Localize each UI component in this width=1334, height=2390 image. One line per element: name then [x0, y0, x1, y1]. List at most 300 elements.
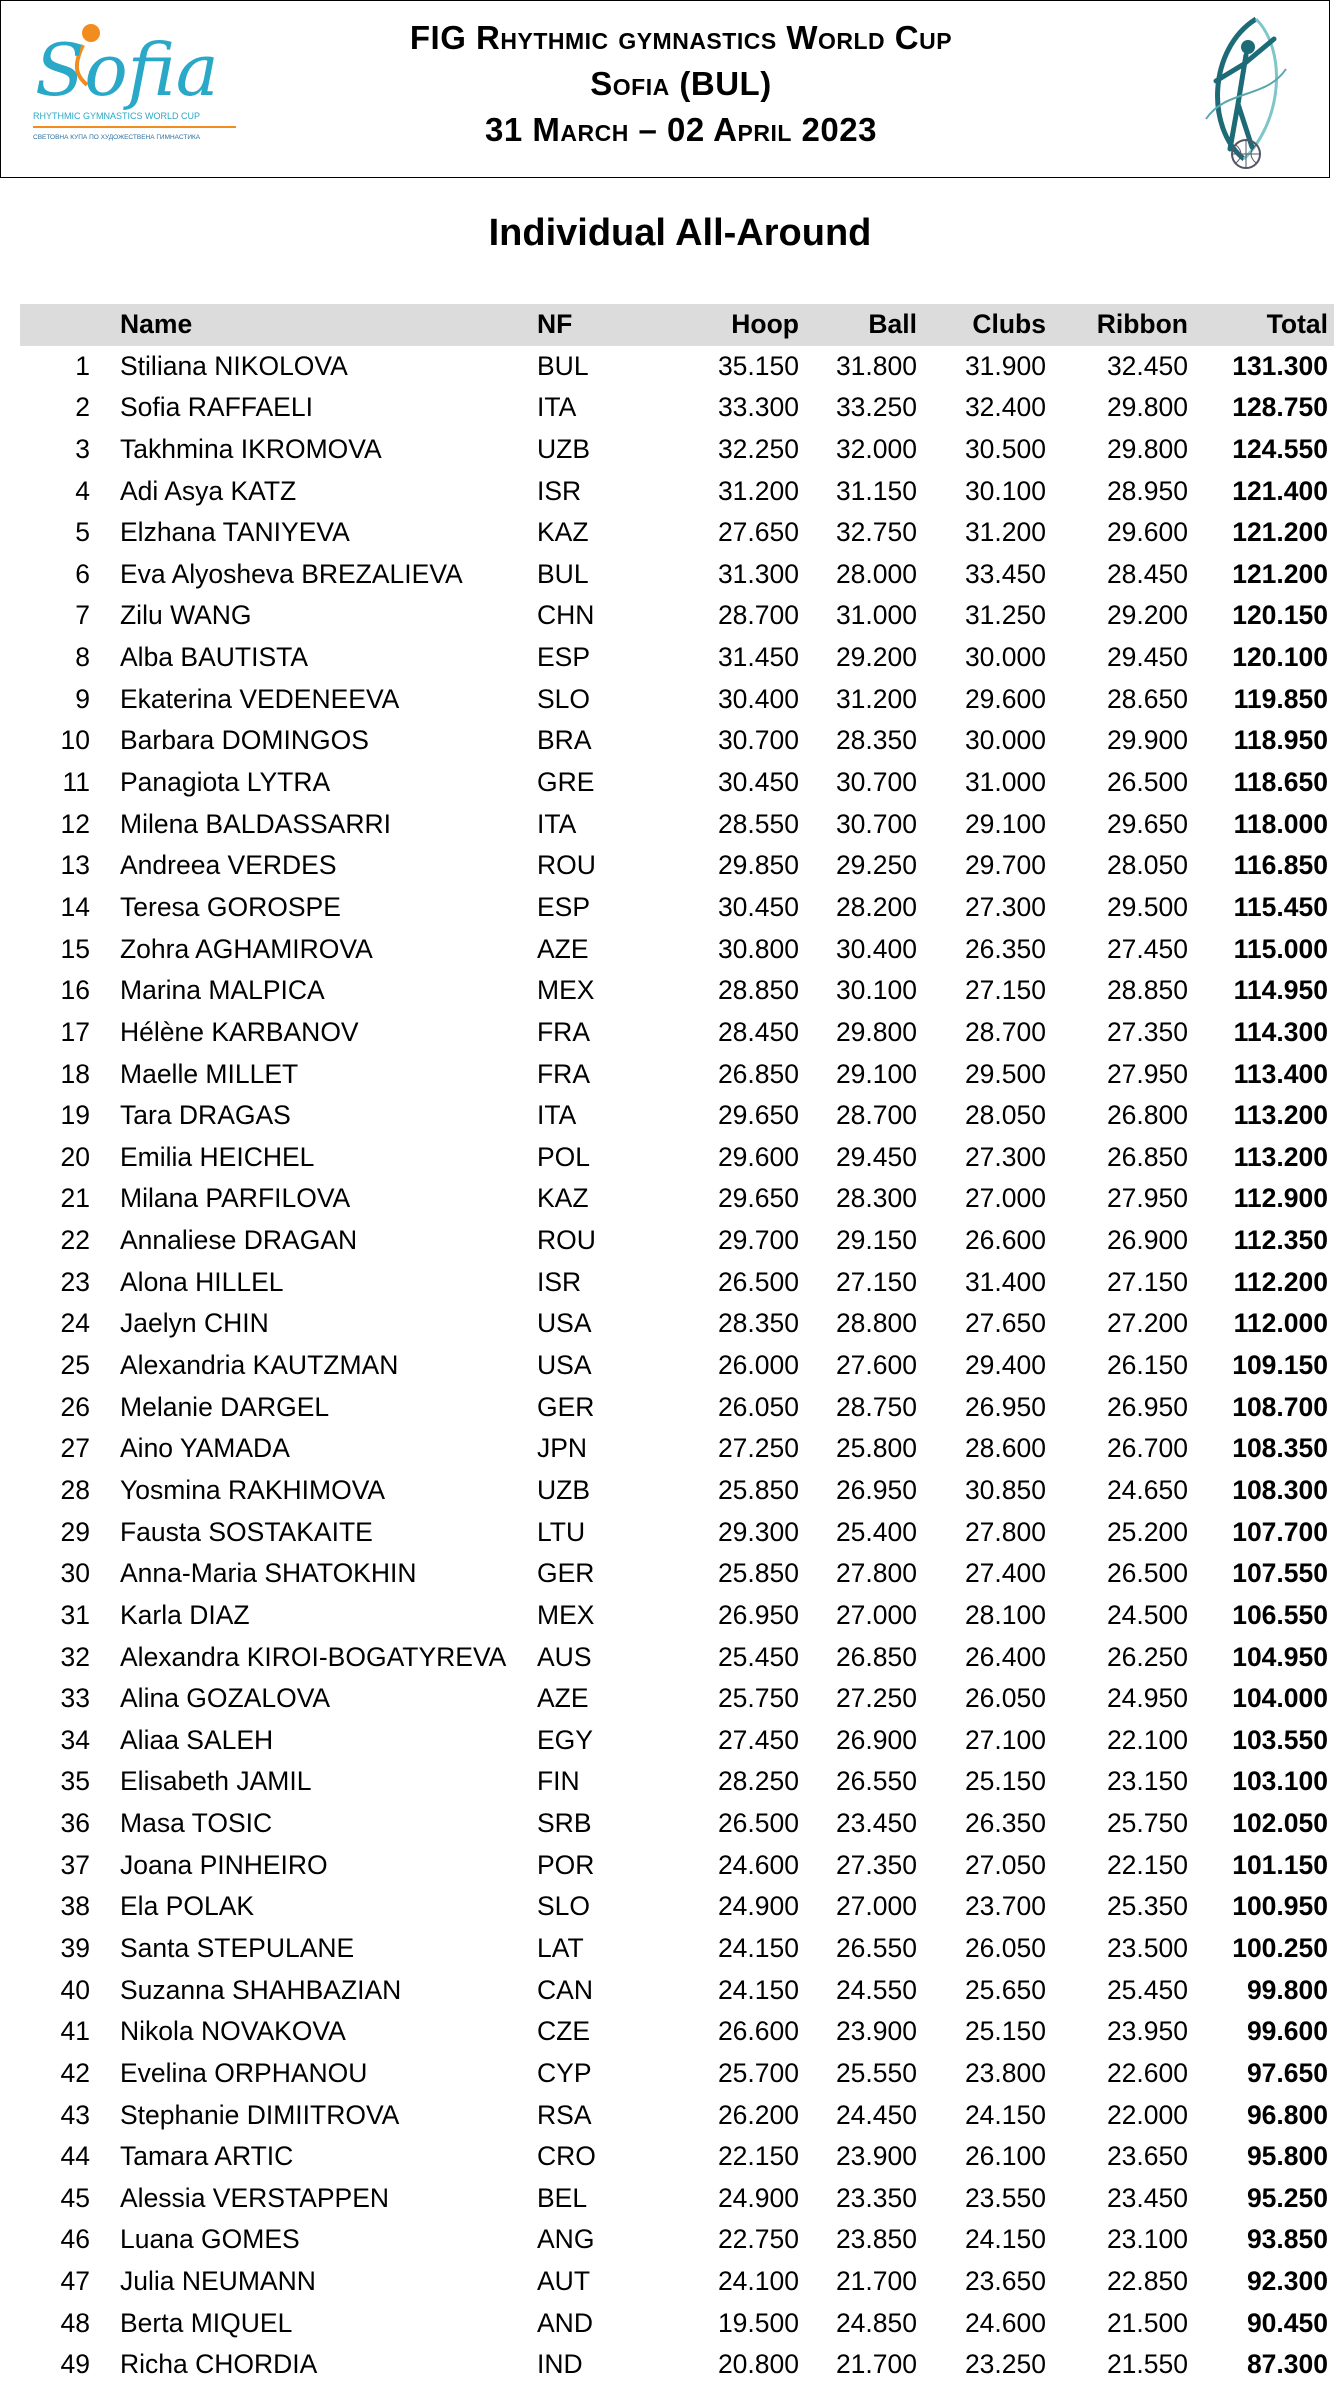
- cell-rank: 13: [60, 850, 90, 881]
- cell-rank: 19: [60, 1100, 90, 1131]
- cell-ribbon: 26.850: [1106, 1141, 1188, 1172]
- cell-total: 121.200: [1232, 517, 1328, 548]
- cell-name: Hélène KARBANOV: [120, 1016, 359, 1047]
- cell-hoop: 31.200: [717, 475, 799, 506]
- cell-hoop: 24.600: [717, 1849, 799, 1880]
- cell-name: Santa STEPULANE: [120, 1932, 355, 1963]
- table-row: [20, 387, 1334, 429]
- table-row: [20, 1095, 1334, 1137]
- cell-nf: GER: [537, 1558, 595, 1589]
- cell-nf: AND: [537, 2307, 593, 2338]
- table-row: [20, 1803, 1334, 1845]
- cell-name: Barbara DOMINGOS: [120, 725, 369, 756]
- cell-name: Berta MIQUEL: [120, 2307, 293, 2338]
- cell-ribbon: 23.100: [1106, 2224, 1188, 2255]
- cell-nf: UZB: [537, 1474, 590, 1505]
- cell-nf: GRE: [537, 767, 595, 798]
- cell-rank: 4: [75, 475, 90, 506]
- cell-name: Richa CHORDIA: [120, 2349, 318, 2380]
- cell-name: Alona HILLEL: [120, 1266, 284, 1297]
- cell-hoop: 24.150: [717, 1932, 799, 1963]
- cell-nf: SRB: [537, 1808, 592, 1839]
- cell-name: Elzhana TANIYEVA: [120, 517, 350, 548]
- cell-rank: 49: [60, 2349, 90, 2380]
- page-header: [0, 0, 1330, 178]
- cell-clubs: 24.600: [964, 2307, 1046, 2338]
- cell-ball: 32.000: [835, 433, 917, 464]
- cell-name: Teresa GOROSPE: [120, 891, 341, 922]
- table-row: [20, 1012, 1334, 1054]
- cell-clubs: 28.050: [964, 1100, 1046, 1131]
- cell-total: 120.100: [1232, 642, 1328, 673]
- cell-clubs: 30.850: [964, 1474, 1046, 1505]
- table-row: [20, 2053, 1334, 2095]
- cell-total: 113.200: [1233, 1141, 1328, 1172]
- cell-ribbon: 22.100: [1106, 1724, 1188, 1755]
- cell-total: 114.300: [1233, 1016, 1328, 1047]
- cell-name: Annaliese DRAGAN: [120, 1225, 358, 1256]
- cell-ribbon: 21.500: [1106, 2307, 1188, 2338]
- cell-nf: MEX: [537, 975, 595, 1006]
- cell-hoop: 29.600: [717, 1141, 799, 1172]
- cell-rank: 11: [62, 767, 90, 798]
- cell-clubs: 26.400: [964, 1641, 1046, 1672]
- cell-ball: 23.450: [835, 1808, 917, 1839]
- cell-total: 113.200: [1233, 1100, 1328, 1131]
- cell-total: 114.950: [1233, 975, 1328, 1006]
- cell-ribbon: 22.150: [1106, 1849, 1188, 1880]
- cell-clubs: 24.150: [964, 2224, 1046, 2255]
- cell-ribbon: 23.500: [1106, 1932, 1188, 1963]
- cell-name: Stiliana NIKOLOVA: [120, 350, 348, 381]
- cell-name: Panagiota LYTRA: [120, 767, 331, 798]
- cell-ball: 33.250: [835, 392, 917, 423]
- cell-total: 121.400: [1232, 475, 1328, 506]
- column-header-name: Name: [120, 309, 193, 339]
- cell-hoop: 26.600: [717, 2016, 799, 2047]
- cell-hoop: 27.650: [717, 517, 799, 548]
- table-row: [20, 1678, 1334, 1720]
- cell-ribbon: 25.750: [1106, 1808, 1188, 1839]
- event-info: [301, 15, 1061, 153]
- cell-nf: SLO: [537, 683, 591, 714]
- cell-total: 124.550: [1232, 433, 1328, 464]
- cell-ball: 23.900: [835, 2141, 917, 2172]
- page-title: Individual All-Around: [488, 212, 872, 254]
- cell-rank: 5: [75, 517, 90, 548]
- cell-hoop: 32.250: [717, 433, 799, 464]
- cell-ball: 31.150: [835, 475, 917, 506]
- cell-total: 108.700: [1232, 1391, 1328, 1422]
- cell-clubs: 27.050: [964, 1849, 1046, 1880]
- cell-nf: LTU: [537, 1516, 586, 1547]
- cell-total: 100.250: [1232, 1932, 1328, 1963]
- cell-ball: 25.400: [835, 1516, 917, 1547]
- cell-total: 97.650: [1246, 2057, 1328, 2088]
- cell-nf: ROU: [537, 850, 596, 881]
- cell-clubs: 32.400: [964, 392, 1046, 423]
- cell-clubs: 31.000: [964, 767, 1046, 798]
- cell-total: 118.950: [1233, 725, 1328, 756]
- cell-hoop: 25.450: [717, 1641, 799, 1672]
- cell-hoop: 24.900: [717, 2182, 799, 2213]
- cell-clubs: 30.000: [964, 642, 1046, 673]
- table-header-row: [20, 304, 1334, 346]
- cell-name: Alba BAUTISTA: [120, 642, 309, 673]
- cell-total: 115.000: [1233, 933, 1328, 964]
- table-row: [20, 1387, 1334, 1429]
- table-row: [20, 1303, 1334, 1345]
- cell-total: 95.250: [1246, 2182, 1328, 2213]
- column-header-total: Total: [1266, 309, 1328, 339]
- cell-ball: 28.000: [835, 558, 917, 589]
- cell-total: 131.300: [1232, 350, 1328, 381]
- cell-ball: 30.700: [835, 808, 917, 839]
- cell-ribbon: 29.800: [1106, 392, 1188, 423]
- cell-hoop: 27.250: [717, 1433, 799, 1464]
- cell-ball: 32.750: [835, 517, 917, 548]
- cell-clubs: 27.300: [964, 1141, 1046, 1172]
- cell-rank: 37: [60, 1849, 90, 1880]
- table-row: [20, 346, 1334, 388]
- cell-nf: AUT: [537, 2266, 590, 2297]
- cell-name: Jaelyn CHIN: [120, 1308, 269, 1339]
- cell-ball: 31.800: [835, 350, 917, 381]
- cell-total: 99.600: [1246, 2016, 1328, 2047]
- cell-ball: 26.550: [835, 1766, 917, 1797]
- cell-ribbon: 29.200: [1106, 600, 1188, 631]
- cell-nf: EGY: [537, 1724, 593, 1755]
- cell-rank: 15: [60, 933, 90, 964]
- cell-clubs: 26.950: [964, 1391, 1046, 1422]
- cell-hoop: 31.450: [717, 642, 799, 673]
- cell-nf: FRA: [537, 1016, 590, 1047]
- cell-ball: 29.450: [835, 1141, 917, 1172]
- cell-total: 96.800: [1246, 2099, 1328, 2130]
- table-row: [20, 2219, 1334, 2261]
- cell-ribbon: 23.150: [1106, 1766, 1188, 1797]
- svg-text:СВЕТОВНА КУПА ПО ХУДОЖЕСТВЕНА: СВЕТОВНА КУПА ПО ХУДОЖЕСТВЕНА ГИМНАСТИКА: [33, 134, 201, 141]
- cell-name: Melanie DARGEL: [120, 1391, 330, 1422]
- cell-rank: 46: [60, 2224, 90, 2255]
- cell-total: 128.750: [1232, 392, 1328, 423]
- cell-clubs: 31.250: [964, 600, 1046, 631]
- table-row: [20, 887, 1334, 929]
- cell-nf: FIN: [537, 1766, 580, 1797]
- cell-clubs: 27.400: [964, 1558, 1046, 1589]
- cell-name: Ela POLAK: [120, 1891, 255, 1922]
- cell-name: Aliaa SALEH: [120, 1724, 274, 1755]
- cell-name: Aino YAMADA: [120, 1433, 290, 1464]
- event-location: Sofia (BUL): [590, 65, 772, 102]
- table-row: [20, 1761, 1334, 1803]
- cell-ball: 23.850: [835, 2224, 917, 2255]
- cell-ball: 28.800: [835, 1308, 917, 1339]
- table-row: [20, 429, 1334, 471]
- cell-hoop: 19.500: [717, 2307, 799, 2338]
- table-row: [20, 2344, 1334, 2386]
- cell-ribbon: 29.450: [1106, 642, 1188, 673]
- cell-ribbon: 22.000: [1106, 2099, 1188, 2130]
- cell-rank: 10: [60, 725, 90, 756]
- cell-clubs: 27.100: [964, 1724, 1046, 1755]
- table-row: [20, 1720, 1334, 1762]
- cell-rank: 2: [75, 392, 90, 423]
- cell-name: Milana PARFILOVA: [120, 1183, 351, 1214]
- cell-ball: 27.800: [835, 1558, 917, 1589]
- cell-ribbon: 27.450: [1106, 933, 1188, 964]
- cell-ribbon: 26.250: [1106, 1641, 1188, 1672]
- cell-rank: 25: [60, 1350, 90, 1381]
- cell-ball: 27.250: [835, 1683, 917, 1714]
- cell-ribbon: 27.150: [1106, 1266, 1188, 1297]
- results-table: [20, 304, 1334, 2386]
- cell-clubs: 26.350: [964, 1808, 1046, 1839]
- cell-ribbon: 26.150: [1106, 1350, 1188, 1381]
- cell-clubs: 29.700: [964, 850, 1046, 881]
- cell-name: Maelle MILLET: [120, 1058, 299, 1089]
- cell-name: Masa TOSIC: [120, 1808, 273, 1839]
- cell-total: 104.000: [1232, 1683, 1328, 1714]
- cell-ribbon: 26.500: [1106, 1558, 1188, 1589]
- cell-total: 121.200: [1232, 558, 1328, 589]
- cell-nf: ROU: [537, 1225, 596, 1256]
- cell-clubs: 25.150: [964, 2016, 1046, 2047]
- cell-name: Stephanie DIMIITROVA: [120, 2099, 400, 2130]
- cell-rank: 23: [60, 1266, 90, 1297]
- cell-clubs: 30.100: [964, 475, 1046, 506]
- cell-hoop: 26.500: [717, 1266, 799, 1297]
- cell-ribbon: 24.950: [1106, 1683, 1188, 1714]
- cell-total: 107.700: [1232, 1516, 1328, 1547]
- table-row: [20, 512, 1334, 554]
- cell-name: Suzanna SHAHBAZIAN: [120, 1974, 402, 2005]
- cell-ball: 27.000: [835, 1599, 917, 1630]
- cell-name: Milena BALDASSARRI: [120, 808, 391, 839]
- cell-rank: 30: [60, 1558, 90, 1589]
- cell-total: 102.050: [1232, 1808, 1328, 1839]
- cell-ball: 23.350: [835, 2182, 917, 2213]
- cell-rank: 20: [60, 1141, 90, 1172]
- cell-ball: 21.700: [835, 2266, 917, 2297]
- cell-ribbon: 27.950: [1106, 1183, 1188, 1214]
- cell-name: Takhmina IKROMOVA: [120, 433, 382, 464]
- cell-clubs: 26.100: [964, 2141, 1046, 2172]
- cell-nf: IND: [537, 2349, 583, 2380]
- cell-rank: 12: [60, 808, 90, 839]
- cell-ribbon: 26.500: [1106, 767, 1188, 798]
- cell-clubs: 31.400: [964, 1266, 1046, 1297]
- table-row: [20, 720, 1334, 762]
- cell-clubs: 30.000: [964, 725, 1046, 756]
- cell-rank: 39: [60, 1932, 90, 1963]
- cell-nf: AZE: [537, 1683, 589, 1714]
- cell-nf: ISR: [537, 475, 582, 506]
- table-row: [20, 1470, 1334, 1512]
- cell-nf: FRA: [537, 1058, 590, 1089]
- cell-ribbon: 26.700: [1106, 1433, 1188, 1464]
- cell-hoop: 26.850: [717, 1058, 799, 1089]
- cell-total: 115.450: [1233, 891, 1328, 922]
- cell-rank: 8: [75, 642, 90, 673]
- cell-total: 119.850: [1233, 683, 1328, 714]
- cell-rank: 38: [60, 1891, 90, 1922]
- cell-ribbon: 28.650: [1106, 683, 1188, 714]
- cell-clubs: 25.650: [964, 1974, 1046, 2005]
- cell-ball: 26.550: [835, 1932, 917, 1963]
- cell-name: Anna-Maria SHATOKHIN: [120, 1558, 417, 1589]
- cell-rank: 44: [60, 2141, 90, 2172]
- cell-nf: POL: [537, 1141, 591, 1172]
- cell-nf: ITA: [537, 808, 577, 839]
- cell-rank: 1: [75, 350, 90, 381]
- cell-hoop: 26.050: [717, 1391, 799, 1422]
- cell-nf: SLO: [537, 1891, 591, 1922]
- cell-ribbon: 28.850: [1106, 975, 1188, 1006]
- cell-rank: 42: [60, 2057, 90, 2088]
- cell-ball: 25.800: [835, 1433, 917, 1464]
- cell-ball: 29.250: [835, 850, 917, 881]
- cell-ribbon: 25.350: [1106, 1891, 1188, 1922]
- cell-hoop: 30.700: [717, 725, 799, 756]
- cell-nf: BUL: [537, 558, 589, 589]
- cell-ribbon: 28.950: [1106, 475, 1188, 506]
- cell-rank: 29: [60, 1516, 90, 1547]
- cell-nf: ITA: [537, 392, 577, 423]
- cell-rank: 18: [60, 1058, 90, 1089]
- cell-hoop: 28.700: [717, 600, 799, 631]
- cell-nf: BUL: [537, 350, 589, 381]
- cell-ball: 30.100: [835, 975, 917, 1006]
- table-row: [20, 2178, 1334, 2220]
- cell-total: 109.150: [1232, 1350, 1328, 1381]
- table-row: [20, 1553, 1334, 1595]
- cell-rank: 16: [60, 975, 90, 1006]
- cell-ribbon: 24.650: [1106, 1474, 1188, 1505]
- cell-rank: 6: [75, 558, 90, 589]
- cell-ball: 24.550: [835, 1974, 917, 2005]
- column-header-ribbon: Ribbon: [1096, 309, 1188, 339]
- cell-name: Zilu WANG: [120, 600, 252, 631]
- cell-hoop: 22.150: [717, 2141, 799, 2172]
- cell-rank: 24: [60, 1308, 90, 1339]
- cell-ball: 25.550: [835, 2057, 917, 2088]
- cell-hoop: 29.650: [717, 1100, 799, 1131]
- cell-nf: ESP: [537, 891, 591, 922]
- cell-hoop: 35.150: [717, 350, 799, 381]
- cell-ball: 23.900: [835, 2016, 917, 2047]
- cell-nf: ANG: [537, 2224, 595, 2255]
- cell-nf: KAZ: [537, 1183, 589, 1214]
- cell-nf: ISR: [537, 1266, 582, 1297]
- cell-clubs: 23.800: [964, 2057, 1046, 2088]
- cell-ball: 31.200: [835, 683, 917, 714]
- cell-name: Evelina ORPHANOU: [120, 2057, 368, 2088]
- table-row: [20, 471, 1334, 513]
- cell-total: 108.300: [1232, 1474, 1328, 1505]
- cell-ribbon: 25.450: [1106, 1974, 1188, 2005]
- cell-total: 118.000: [1233, 808, 1328, 839]
- cell-total: 103.100: [1232, 1766, 1328, 1797]
- cell-ribbon: 32.450: [1106, 350, 1188, 381]
- gymnast-emblem-logo: [1186, 9, 1302, 174]
- cell-name: Marina MALPICA: [120, 975, 325, 1006]
- cell-hoop: 30.450: [717, 767, 799, 798]
- cell-hoop: 29.700: [717, 1225, 799, 1256]
- cell-nf: CAN: [537, 1974, 593, 2005]
- cell-hoop: 29.300: [717, 1516, 799, 1547]
- cell-name: Fausta SOSTAKAITE: [120, 1516, 373, 1547]
- cell-total: 95.800: [1246, 2141, 1328, 2172]
- cell-clubs: 26.050: [964, 1932, 1046, 1963]
- cell-rank: 21: [60, 1183, 90, 1214]
- table-row: [20, 1137, 1334, 1179]
- cell-clubs: 28.100: [964, 1599, 1046, 1630]
- cell-clubs: 26.350: [964, 933, 1046, 964]
- event-dates: 31 March – 02 April 2023: [485, 111, 877, 148]
- cell-clubs: 31.900: [964, 350, 1046, 381]
- table-row: [20, 2136, 1334, 2178]
- cell-hoop: 28.350: [717, 1308, 799, 1339]
- cell-total: 112.900: [1233, 1183, 1328, 1214]
- cell-hoop: 26.950: [717, 1599, 799, 1630]
- cell-nf: LAT: [537, 1932, 584, 1963]
- cell-ball: 30.400: [835, 933, 917, 964]
- cell-ribbon: 29.500: [1106, 891, 1188, 922]
- cell-ball: 28.350: [835, 725, 917, 756]
- cell-name: Julia NEUMANN: [120, 2266, 316, 2297]
- cell-rank: 3: [75, 433, 90, 464]
- cell-ribbon: 28.050: [1106, 850, 1188, 881]
- cell-ribbon: 29.900: [1106, 725, 1188, 756]
- cell-clubs: 25.150: [964, 1766, 1046, 1797]
- cell-name: Emilia HEICHEL: [120, 1141, 315, 1172]
- cell-clubs: 27.300: [964, 891, 1046, 922]
- cell-clubs: 30.500: [964, 433, 1046, 464]
- cell-rank: 27: [60, 1433, 90, 1464]
- cell-nf: POR: [537, 1849, 595, 1880]
- cell-ribbon: 28.450: [1106, 558, 1188, 589]
- cell-total: 104.950: [1232, 1641, 1328, 1672]
- cell-hoop: 30.800: [717, 933, 799, 964]
- table-row: [20, 2303, 1334, 2345]
- table-row: [20, 1262, 1334, 1304]
- cell-clubs: 26.050: [964, 1683, 1046, 1714]
- cell-name: Eva Alyosheva BREZALIEVA: [120, 558, 463, 589]
- cell-rank: 48: [60, 2307, 90, 2338]
- cell-name: Elisabeth JAMIL: [120, 1766, 312, 1797]
- table-row: [20, 2095, 1334, 2137]
- cell-ball: 21.700: [835, 2349, 917, 2380]
- cell-ribbon: 22.850: [1106, 2266, 1188, 2297]
- table-row: [20, 1845, 1334, 1887]
- table-row: [20, 1886, 1334, 1928]
- cell-nf: CHN: [537, 600, 595, 631]
- cell-clubs: 27.650: [964, 1308, 1046, 1339]
- table-row: [20, 1512, 1334, 1554]
- table-row: [20, 1054, 1334, 1096]
- cell-rank: 28: [60, 1474, 90, 1505]
- cell-total: 99.800: [1246, 1974, 1328, 2005]
- cell-hoop: 25.750: [717, 1683, 799, 1714]
- cell-hoop: 20.800: [717, 2349, 799, 2380]
- cell-hoop: 29.850: [717, 850, 799, 881]
- cell-hoop: 25.700: [717, 2057, 799, 2088]
- cell-ribbon: 27.200: [1106, 1308, 1188, 1339]
- cell-hoop: 28.850: [717, 975, 799, 1006]
- cell-nf: USA: [537, 1308, 592, 1339]
- cell-rank: 22: [60, 1225, 90, 1256]
